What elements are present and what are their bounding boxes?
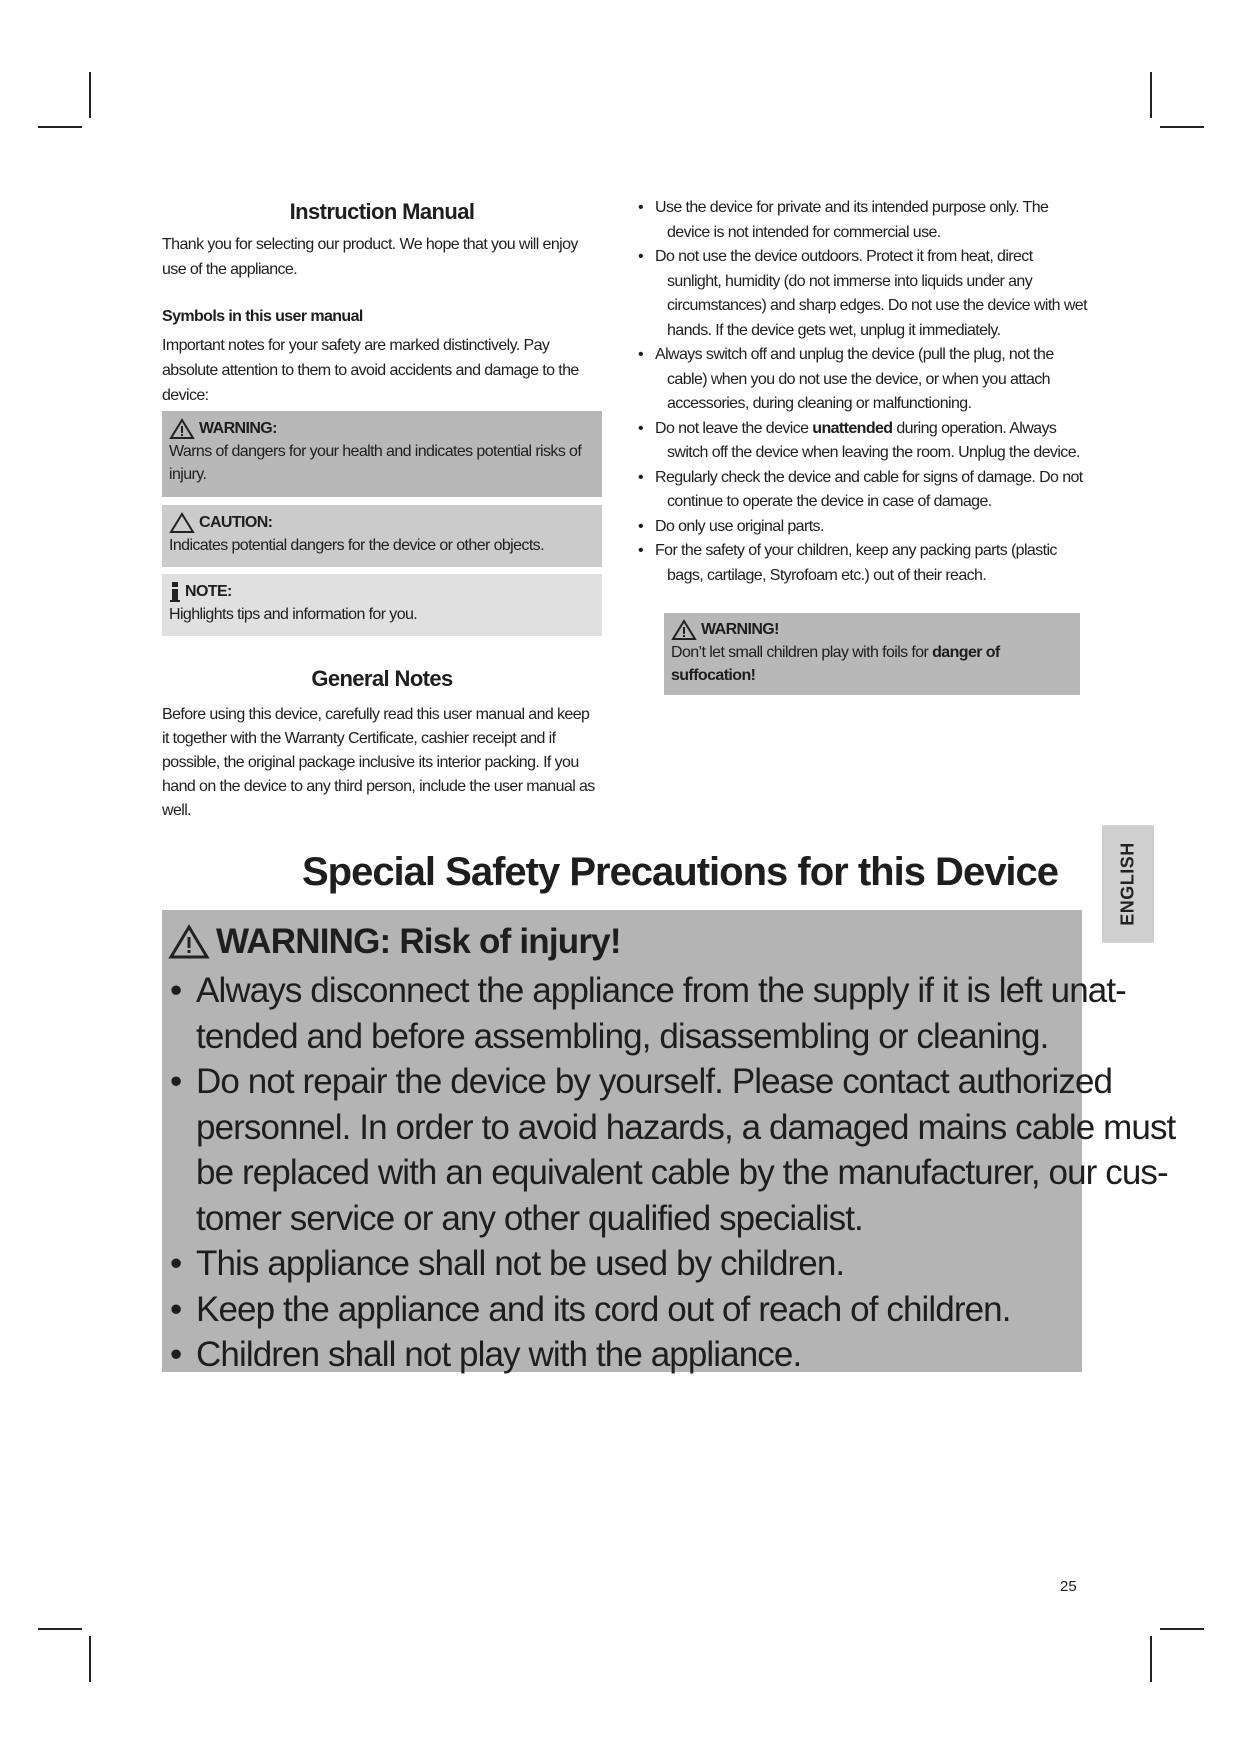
warning-description: Warns of dangers for your health and indicates potential risks of injury. — [169, 443, 582, 483]
warning-triangle-icon — [169, 418, 195, 440]
list-item-text: Do not leave the device — [655, 419, 813, 437]
symbols-heading: Symbols in this user manual — [162, 308, 363, 325]
list-item: • Regularly check the device and cable for signs of damage. Do not continue to operate the device in case of damage. — [638, 466, 1088, 515]
suffocation-warning-box — [664, 613, 1080, 695]
list-item-line: • This appliance shall not be used by children. — [196, 1244, 845, 1283]
list-item — [638, 417, 1088, 466]
crop-mark — [38, 1628, 82, 1630]
list-item-line: be replaced with an equivalent cable by the manufacturer, our cus- — [196, 1153, 1168, 1192]
intro-text: Thank you for selecting our product. We hope that you will enjoy use of the appliance. — [162, 236, 578, 278]
list-item: • Always switch off and unplug the device (pull the plug, not the cable) when you do not use the device, or when you attach accessories, during cleaning or malfunctioning. — [638, 343, 1088, 417]
list-item-line: tomer service or any other qualified specialist. — [196, 1198, 863, 1238]
list-item — [162, 1059, 1176, 1241]
caution-triangle-icon — [169, 512, 195, 534]
note-description: Highlights tips and information for you. — [169, 606, 418, 623]
list-item-line: personnel. In order to avoid hazards, a damaged mains cable must — [196, 1107, 1176, 1147]
language-tab-label: ENGLISH — [1117, 842, 1138, 926]
caution-symbol-box — [162, 505, 602, 567]
warning-triangle-icon — [168, 924, 210, 960]
list-item — [162, 1241, 1082, 1287]
warning-text: Don’t let small children play with foils for — [671, 644, 933, 661]
special-safety-list — [162, 968, 1176, 1378]
warning-label: WARNING! — [701, 621, 779, 638]
crop-mark — [89, 72, 91, 118]
list-item-line: • Do not repair the device by yourself. Please contact authorized — [196, 1062, 1113, 1101]
list-item — [162, 968, 1126, 1059]
crop-mark — [1150, 1636, 1152, 1682]
warning-bold-text: danger of suffocation! — [671, 644, 1000, 684]
list-item-line: • Children shall not play with the appliance. — [196, 1335, 802, 1374]
list-item-line: • Always disconnect the appliance from the supply if it is left unat- — [196, 971, 1126, 1010]
crop-mark — [1150, 72, 1152, 118]
list-item: • Use the device for private and its intended purpose only. The device is not intended for commercial use. — [638, 196, 1088, 245]
list-item: • Do not use the device outdoors. Protect it from heat, direct sunlight, humidity (do not immerse into liquids under any circumstances) and sharp edges. Do not use the device with wet hands. If the device gets wet, unplug it immediately. — [638, 245, 1088, 343]
special-safety-title: Special Safety Precautions for this Device — [301, 850, 1059, 894]
note-label: NOTE: — [185, 583, 232, 600]
caution-description: Indicates potential dangers for the device or other objects. — [169, 537, 544, 554]
info-icon — [169, 581, 181, 603]
suffocation-warning-text — [671, 641, 1073, 687]
warning-triangle-icon — [671, 619, 697, 641]
note-symbol-box — [162, 574, 602, 636]
list-item-line: • Keep the appliance and its cord out of reach of children. — [196, 1289, 1011, 1329]
page-number: 25 — [1060, 1578, 1077, 1595]
warning-symbol-box — [162, 411, 602, 497]
general-notes-text: Before using this device, carefully read this user manual and keep it together with the Warranty Certificate, cashier receipt and if possible, the original package inclusive its interior packing. If you hand on the device to any third person, include the user manual as well. — [162, 706, 595, 819]
list-item-bold-text: unattended — [812, 419, 893, 437]
crop-mark — [89, 1636, 91, 1682]
general-notes-title: General Notes — [311, 666, 453, 691]
caution-label: CAUTION: — [199, 514, 273, 531]
language-tab — [1102, 825, 1154, 943]
risk-of-injury-box — [162, 910, 1176, 1374]
warning-label: WARNING: — [199, 420, 277, 437]
instruction-manual-title: Instruction Manual — [289, 199, 475, 224]
symbols-text: Important notes for your safety are marked distinctively. Pay absolute attention to them to avoid accidents and damage to the device: — [162, 337, 579, 404]
list-item-text: during operation. Always switch off the device when leaving the room. Unplug the device. — [667, 419, 1080, 461]
list-item-line: tended and before assembling, disassembling or cleaning. — [196, 1016, 1049, 1056]
list-item — [162, 1332, 1082, 1378]
crop-mark — [1160, 1628, 1204, 1630]
list-item: • Do only use original parts. — [638, 515, 1088, 540]
general-safety-list — [638, 196, 1088, 588]
list-item: • For the safety of your children, keep any packing parts (plastic bags, cartilage, Styrofoam etc.) out of their reach. — [638, 539, 1088, 588]
risk-warning-label: WARNING: Risk of injury! — [216, 922, 621, 961]
crop-mark — [1160, 126, 1204, 128]
crop-mark — [38, 126, 82, 128]
list-item — [162, 1287, 1082, 1333]
